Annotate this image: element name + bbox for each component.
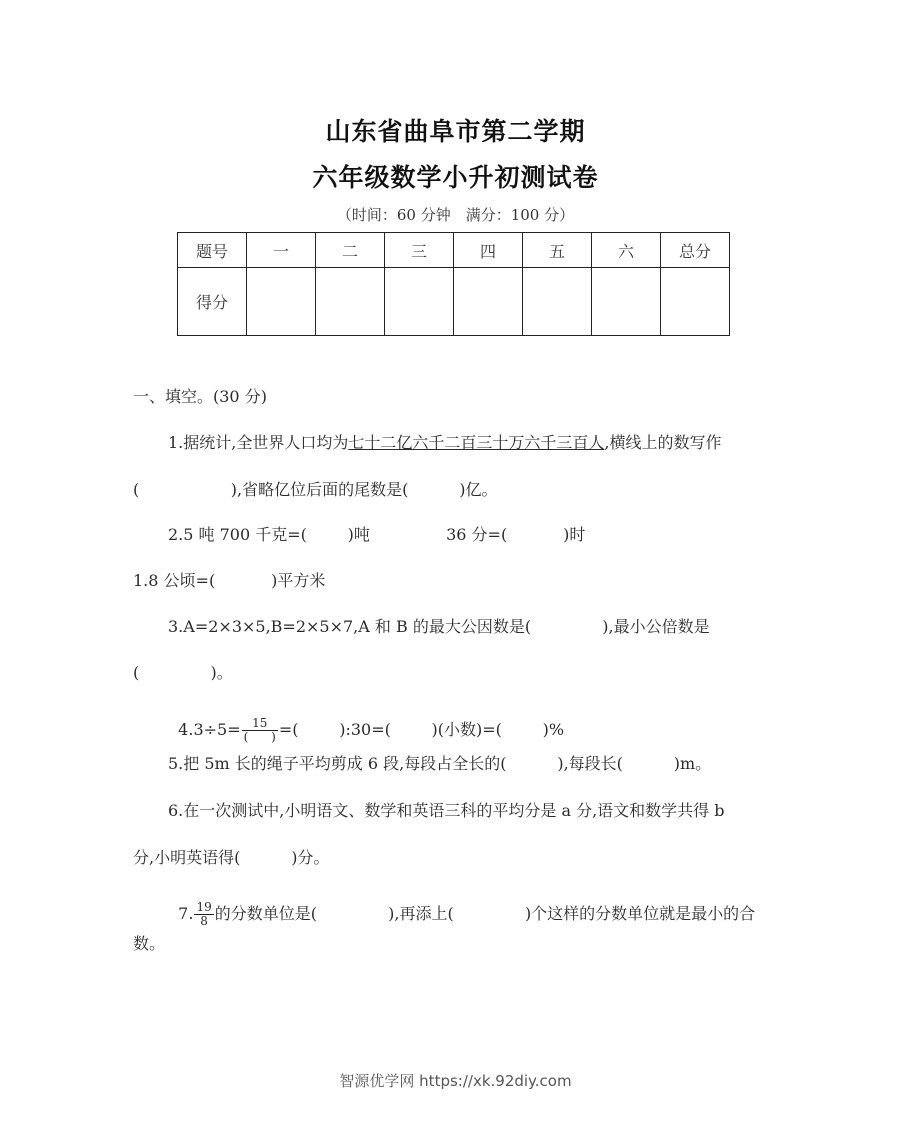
q1-text-a: 1.据统计,全世界人口均为 bbox=[168, 433, 349, 452]
question-1-line1 bbox=[168, 430, 721, 453]
score-cell bbox=[523, 268, 592, 336]
score-table bbox=[177, 232, 730, 336]
question-2-line2: 1.8 公顷=( )平方米 bbox=[133, 571, 326, 590]
exam-title-line1: 山东省曲阜市第二学期 bbox=[325, 117, 586, 146]
q4-text-b: =( ):30=( )(小数)=( )% bbox=[278, 720, 565, 739]
q4-fraction bbox=[242, 717, 278, 744]
score-cell bbox=[454, 268, 523, 336]
question-2-line1: 2.5 吨 700 千克=( )吨 36 分=( )时 bbox=[168, 525, 586, 544]
q1-underlined-number: 七十二亿六千二百三十万六千三百人 bbox=[348, 433, 605, 452]
q4-fraction-denominator: ( ) bbox=[243, 730, 276, 744]
q7-fraction-denominator: 8 bbox=[200, 914, 208, 928]
score-cell bbox=[592, 268, 661, 336]
score-header-cell: 二 bbox=[316, 233, 385, 268]
exam-title-line2: 六年级数学小升初测试卷 bbox=[312, 163, 599, 192]
score-row-label: 得分 bbox=[178, 268, 247, 336]
score-header-cell: 一 bbox=[247, 233, 316, 268]
exam-subtitle: （时间：60 分钟 满分：100 分） bbox=[336, 206, 575, 224]
q1-text-b: ,横线上的数写作 bbox=[604, 433, 722, 452]
score-cell bbox=[661, 268, 730, 336]
q7-text-a: 7. bbox=[178, 904, 194, 923]
score-cell bbox=[247, 268, 316, 336]
score-header-cell: 总分 bbox=[661, 233, 730, 268]
q7-text-b: 的分数单位是( ),再添上( )个这样的分数单位就是最小的合 bbox=[214, 904, 756, 923]
q4-fraction-numerator: 15 bbox=[242, 717, 278, 731]
score-table-score-row bbox=[178, 268, 730, 336]
q7-fraction-numerator: 19 bbox=[196, 900, 212, 914]
question-4 bbox=[168, 698, 564, 744]
question-7-line2: 数。 bbox=[133, 934, 166, 953]
score-header-cell: 五 bbox=[523, 233, 592, 268]
question-3-line2: ( )。 bbox=[133, 663, 233, 682]
question-6-line2: 分,小明英语得( )分。 bbox=[133, 848, 330, 867]
score-header-cell: 题号 bbox=[178, 233, 247, 268]
score-cell bbox=[385, 268, 454, 336]
question-1-line2: ( ),省略亿位后面的尾数是( )亿。 bbox=[133, 480, 498, 499]
section1-heading: 一、填空。(30 分) bbox=[133, 387, 267, 406]
score-header-cell: 四 bbox=[454, 233, 523, 268]
footer-watermark: 智源优学网 https://xk.92diy.com bbox=[339, 1072, 572, 1090]
score-header-cell: 六 bbox=[592, 233, 661, 268]
score-table-header-row bbox=[178, 233, 730, 268]
question-3-line1: 3.A=2×3×5,B=2×5×7,A 和 B 的最大公因数是( ),最小公倍数是 bbox=[168, 617, 710, 636]
question-6-line1: 6.在一次测试中,小明语文、数学和英语三科的平均分是 a 分,语文和数学共得 b bbox=[168, 801, 725, 820]
score-header-cell: 三 bbox=[385, 233, 454, 268]
q7-fraction bbox=[194, 901, 213, 928]
q4-text-a: 4.3÷5= bbox=[178, 720, 241, 739]
score-cell bbox=[316, 268, 385, 336]
question-5: 5.把 5m 长的绳子平均剪成 6 段,每段占全长的( ),每段长( )m。 bbox=[168, 754, 712, 773]
question-7-line1 bbox=[168, 882, 755, 928]
